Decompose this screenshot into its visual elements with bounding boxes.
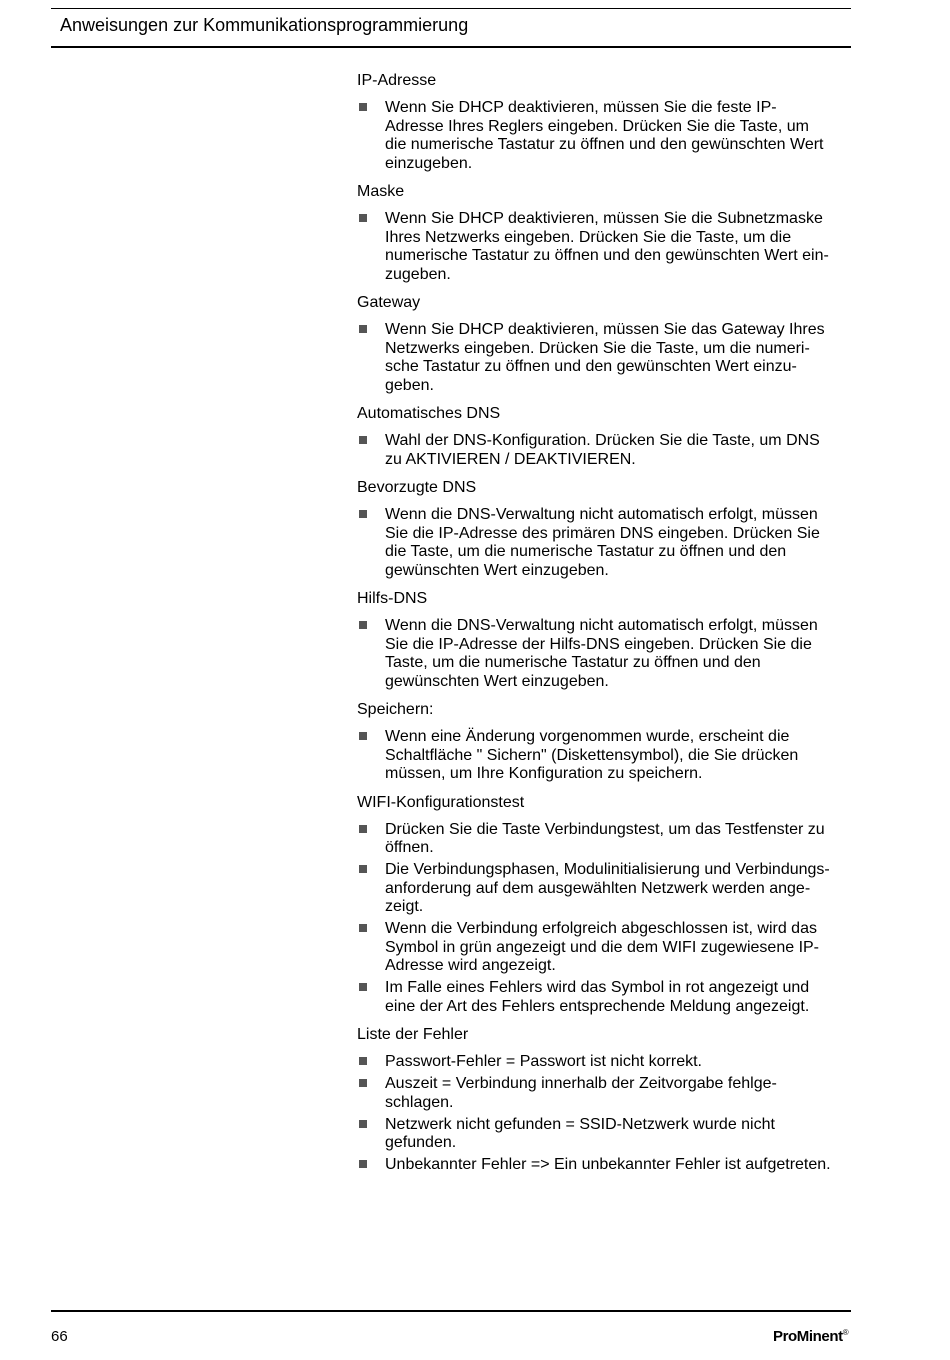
bullet-text-line: Netzwerk nicht gefunden = SSID-Netzwerk wurde nicht bbox=[385, 1115, 775, 1133]
section-heading: Bevorzugte DNS bbox=[357, 479, 477, 496]
bullet-text-line: Wenn die Verbindung erfolgreich abgeschlossen ist, wird das bbox=[385, 920, 817, 937]
bullet-item bbox=[357, 728, 852, 784]
bullet-text-line: gewünschten Wert einzugeben. bbox=[385, 672, 609, 690]
bullet-text-line: zugeben. bbox=[385, 265, 451, 283]
bullet-text-line: zeigt. bbox=[385, 898, 424, 915]
bullet-text-line: eine der Art des Fehlers entsprechende Meldung angezeigt. bbox=[385, 997, 810, 1015]
bullet-text-line: Adresse wird angezeigt. bbox=[385, 957, 556, 974]
section-heading: Maske bbox=[357, 183, 405, 200]
section bbox=[357, 293, 852, 395]
bullet-list bbox=[357, 210, 852, 284]
footer-rule bbox=[51, 1310, 851, 1312]
bullet-text-line: Netzwerks eingeben. Drücken Sie die Taste, um die numeri- bbox=[385, 339, 810, 357]
section-heading: Hilfs-DNS bbox=[357, 590, 428, 607]
bullet-text-line: einzugeben. bbox=[385, 154, 473, 172]
bullet-text-line: Adresse Ihres Reglers eingeben. Drücken Sie die Taste, um bbox=[385, 117, 809, 135]
bullet-text-line: geben. bbox=[385, 376, 434, 394]
bullet-text-line: schlagen. bbox=[385, 1093, 454, 1111]
bullet-text-line: Wenn Sie DHCP deaktivieren, müssen Sie die feste IP- bbox=[385, 99, 777, 116]
section bbox=[357, 404, 852, 469]
page-header-title: Anweisungen zur Kommunikationsprogrammierung bbox=[60, 15, 469, 35]
logo-text: ProMinent bbox=[773, 1328, 843, 1345]
bullet-item bbox=[357, 920, 852, 976]
bullet-item bbox=[357, 99, 852, 173]
bullet-text-line: Sie die IP-Adresse der Hilfs-DNS eingeben. Drücken Sie die bbox=[385, 635, 812, 653]
bullet-text-line: Taste, um die numerische Tastatur zu öffnen und den bbox=[385, 654, 761, 671]
bullet-text-line: müssen, um Ihre Konfiguration zu speichern. bbox=[385, 765, 703, 782]
section bbox=[357, 589, 852, 691]
bullet-list bbox=[357, 506, 852, 580]
square-bullet-icon bbox=[359, 103, 367, 111]
square-bullet-icon bbox=[359, 732, 367, 740]
prominent-logo bbox=[773, 1328, 848, 1345]
header-bottom-rule bbox=[51, 46, 851, 48]
bullet-text-line: Wenn Sie DHCP deaktivieren, müssen Sie das Gateway Ihres bbox=[385, 321, 825, 338]
bullet-list bbox=[357, 432, 852, 469]
square-bullet-icon bbox=[359, 325, 367, 333]
bullet-list bbox=[357, 728, 852, 784]
bullet-text-line: Auszeit = Verbindung innerhalb der Zeitvorgabe fehlge- bbox=[385, 1075, 777, 1092]
bullet-text-line: Symbol in grün angezeigt und die dem WIFI zugewiesene IP- bbox=[385, 938, 820, 956]
section bbox=[357, 793, 852, 1017]
bullet-item bbox=[357, 1053, 852, 1072]
bullet-text-line: Wenn eine Änderung vorgenommen wurde, erscheint die bbox=[385, 728, 790, 745]
square-bullet-icon bbox=[359, 214, 367, 222]
square-bullet-icon bbox=[359, 1079, 367, 1087]
section-heading: Gateway bbox=[357, 294, 421, 311]
bullet-text-line: gewünschten Wert einzugeben. bbox=[385, 561, 609, 579]
square-bullet-icon bbox=[359, 1120, 367, 1128]
bullet-text-line: die Taste, um die numerische Tastatur zu öffnen und den bbox=[385, 543, 787, 560]
registered-mark: ® bbox=[842, 1328, 849, 1337]
square-bullet-icon bbox=[359, 436, 367, 444]
bullet-item bbox=[357, 1156, 852, 1175]
bullet-item bbox=[357, 861, 852, 917]
section-heading: Speichern: bbox=[357, 701, 434, 718]
bullet-text-line: Wenn die DNS-Verwaltung nicht automatisch erfolgt, müssen bbox=[385, 506, 818, 523]
bullet-text-line: Im Falle eines Fehlers wird das Symbol in rot angezeigt und bbox=[385, 979, 810, 996]
bullet-list bbox=[357, 99, 852, 173]
bullet-item bbox=[357, 506, 852, 580]
section bbox=[357, 700, 852, 784]
bullet-text-line: Wenn die DNS-Verwaltung nicht automatisch erfolgt, müssen bbox=[385, 617, 818, 634]
bullet-item bbox=[357, 979, 852, 1016]
square-bullet-icon bbox=[359, 924, 367, 932]
section bbox=[357, 1025, 852, 1175]
bullet-text-line: numerische Tastatur zu öffnen und den gewünschten Wert ein- bbox=[385, 247, 829, 264]
bullet-text-line: gefunden. bbox=[385, 1134, 457, 1151]
bullet-text-line: öffnen. bbox=[385, 839, 434, 856]
bullet-text-line: Drücken Sie die Taste Verbindungstest, um das Testfenster zu bbox=[385, 820, 825, 838]
bullet-text-line: Ihres Netzwerks eingeben. Drücken Sie die Taste, um die bbox=[385, 228, 792, 246]
section bbox=[357, 182, 852, 284]
header-top-rule bbox=[51, 8, 851, 9]
bullet-text-line: Wahl der DNS-Konfiguration. Drücken Sie die Taste, um DNS bbox=[385, 432, 820, 449]
section bbox=[357, 478, 852, 580]
square-bullet-icon bbox=[359, 865, 367, 873]
section-heading: Liste der Fehler bbox=[357, 1026, 469, 1043]
bullet-text-line: Wenn Sie DHCP deaktivieren, müssen Sie die Subnetzmaske bbox=[385, 210, 823, 227]
bullet-item bbox=[357, 1075, 852, 1112]
bullet-text-line: die numerische Tastatur zu öffnen und den gewünschten Wert bbox=[385, 136, 824, 153]
section-heading: Automatisches DNS bbox=[357, 405, 501, 422]
bullet-list bbox=[357, 1053, 852, 1175]
bullet-item bbox=[357, 821, 852, 858]
bullet-text-line: Schaltfläche " Sichern" (Diskettensymbol), die Sie drücken bbox=[385, 746, 799, 764]
section-heading: IP-Adresse bbox=[357, 72, 437, 89]
bullet-item bbox=[357, 1116, 852, 1153]
square-bullet-icon bbox=[359, 1057, 367, 1065]
square-bullet-icon bbox=[359, 825, 367, 833]
square-bullet-icon bbox=[359, 621, 367, 629]
main-content bbox=[357, 71, 852, 1184]
page-number: 66 bbox=[51, 1328, 68, 1345]
bullet-text-line: anforderung auf dem ausgewählten Netzwerk werden ange- bbox=[385, 879, 811, 897]
bullet-list bbox=[357, 321, 852, 395]
bullet-text-line: Unbekannter Fehler => Ein unbekannter Fehler ist aufgetreten. bbox=[385, 1156, 831, 1173]
bullet-item bbox=[357, 432, 852, 469]
section bbox=[357, 71, 852, 173]
bullet-item bbox=[357, 617, 852, 691]
bullet-item bbox=[357, 210, 852, 284]
section-heading: WIFI-Konfigurationstest bbox=[357, 793, 525, 811]
square-bullet-icon bbox=[359, 1160, 367, 1168]
bullet-item bbox=[357, 321, 852, 395]
square-bullet-icon bbox=[359, 983, 367, 991]
bullet-text-line: Sie die IP-Adresse des primären DNS eingeben. Drücken Sie bbox=[385, 524, 820, 542]
bullet-text-line: Passwort-Fehler = Passwort ist nicht korrekt. bbox=[385, 1053, 702, 1070]
bullet-list bbox=[357, 821, 852, 1017]
square-bullet-icon bbox=[359, 510, 367, 518]
bullet-text-line: Die Verbindungsphasen, Modulinitialisierung und Verbindungs- bbox=[385, 861, 830, 878]
bullet-list bbox=[357, 617, 852, 691]
bullet-text-line: zu AKTIVIEREN / DEAKTIVIEREN. bbox=[385, 450, 636, 468]
bullet-text-line: sche Tastatur zu öffnen und den gewünschten Wert einzu- bbox=[385, 358, 797, 375]
